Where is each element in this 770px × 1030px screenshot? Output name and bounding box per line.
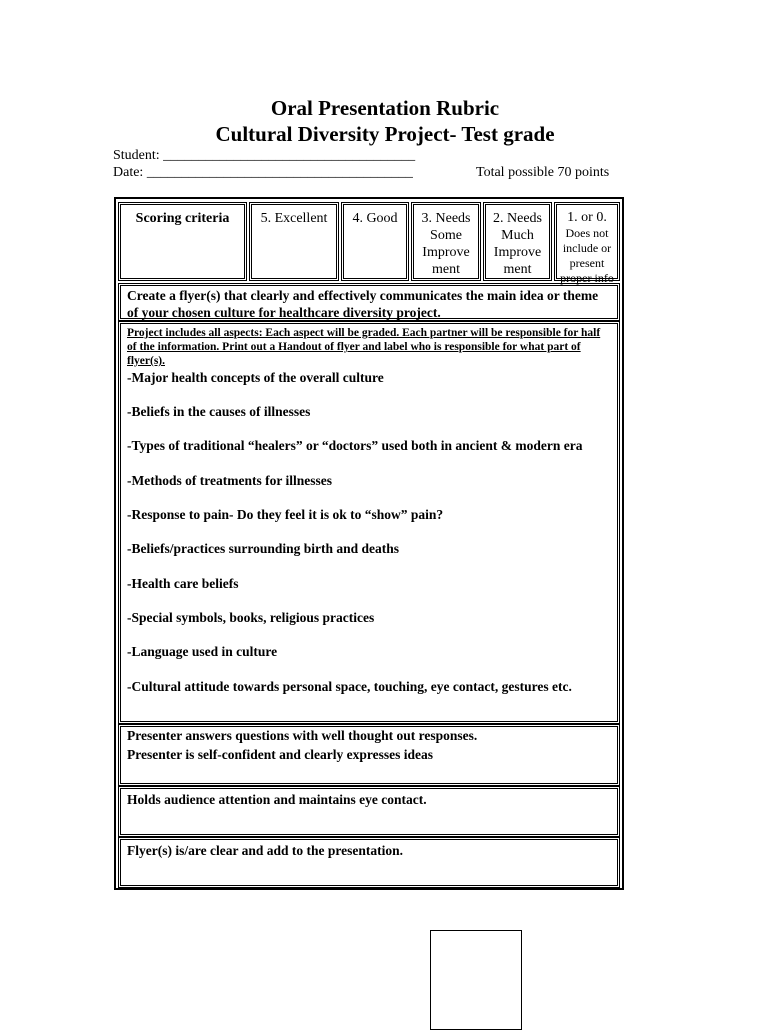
aspect-item: -Language used in culture [127,644,278,659]
header-excellent-label: 5. Excellent [260,211,328,226]
score-box [430,930,522,1030]
page-title: Oral Presentation Rubric [270,96,500,120]
zero-line: 1. or 0. [567,210,607,225]
header-needs-some-improvement [411,202,481,281]
section-presenter [118,724,620,786]
needs-much-line: Improve [493,245,542,260]
section-flyer-criteria [118,283,620,321]
header-needs-much-improvement [483,202,552,281]
needs-some-line: 3. Needs [421,211,471,226]
needs-much-line: Much [501,228,534,243]
needs-some-line: Some [430,228,462,243]
needs-some-line: ment [432,262,460,277]
aspect-item: -Methods of treatments for illnesses [127,473,332,488]
section-flyer-clear [118,837,620,888]
header-excellent [249,202,339,281]
aspect-item: -Cultural attitude towards personal space, touching, eye contact, gestures etc. [127,679,572,694]
date-field: Date: ______________________________________ [113,165,413,180]
zero-line: include or [562,241,612,255]
section-audience [118,786,620,837]
header-good-label: 4. Good [352,211,398,226]
zero-line: Does not [565,226,609,240]
presenter-answers: Presenter answers questions with well thought out responses. [127,728,478,743]
flyer-clear: Flyer(s) is/are clear and add to the presentation. [127,843,403,858]
header-does-not-include [554,202,620,285]
needs-much-line: ment [503,262,532,277]
section-flyer-title: Create a flyer(s) that clearly and effectively communicates the main idea or theme of your chosen culture for healthcare diversity project. [127,288,599,320]
aspect-item: -Health care beliefs [127,576,239,591]
aspect-item: -Types of traditional “healers” or “doctors” used both in ancient & modern era [127,438,583,453]
aspect-item: -Major health concepts of the overall culture [127,370,384,385]
total-points: Total possible 70 points [476,165,610,180]
page-subtitle: Cultural Diversity Project- Test grade [215,122,555,146]
aspect-item: -Beliefs in the causes of illnesses [127,404,311,419]
aspect-item: -Beliefs/practices surrounding birth and deaths [127,541,400,556]
presenter-confidence: Presenter is self-confident and clearly expresses ideas [127,747,433,762]
zero-line: present [569,256,605,270]
zero-line: proper info [560,271,614,285]
aspect-item: -Response to pain- Do they feel it is ok to “show” pain? [127,507,444,522]
aspects-note: Project includes all aspects: Each aspect will be graded. Each partner will be responsible for half of the information. Print out a Handout of flyer and label who is responsible for what part of flyer(s). [127,327,601,367]
header-good [341,202,409,281]
audience-attention: Holds audience attention and maintains eye contact. [127,792,427,807]
rubric-table [114,197,624,890]
aspect-item: -Special symbols, books, religious practices [127,610,375,625]
section-flyer-aspects [118,321,620,724]
student-field: Student: ____________________________________ [113,148,416,163]
header-scoring-criteria [118,202,247,281]
header-criteria-label: Scoring criteria [135,211,230,226]
needs-much-line: 2. Needs [493,211,542,226]
needs-some-line: Improve [422,245,470,260]
